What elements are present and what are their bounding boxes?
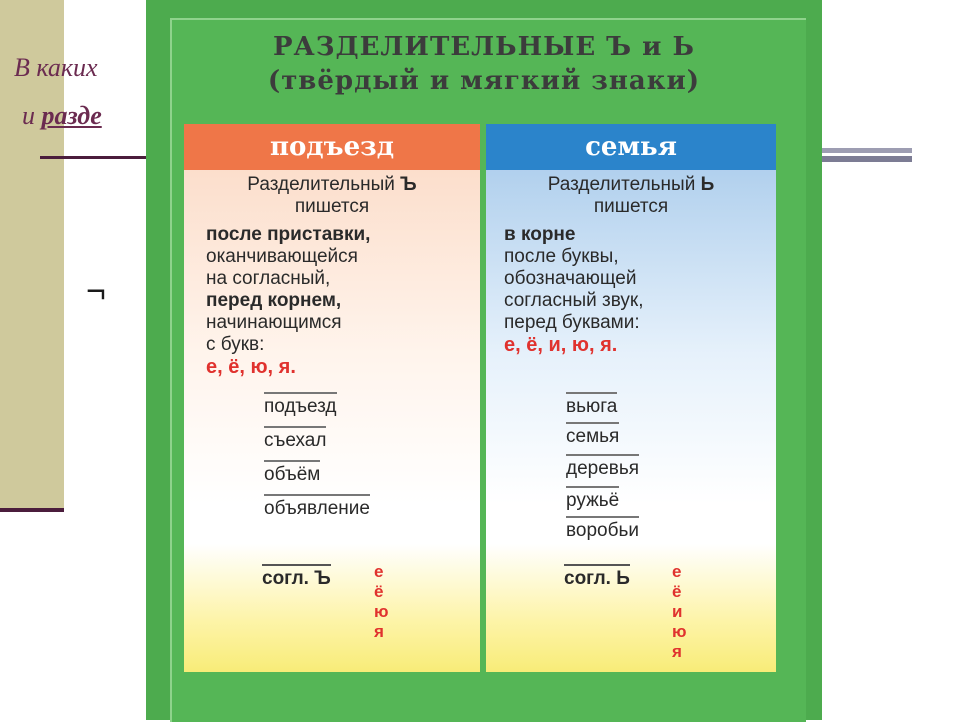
column-header-right: семья — [486, 124, 776, 170]
example-word: ружьё — [566, 486, 619, 512]
vowel: я — [374, 622, 384, 641]
rule-line: в корне — [504, 224, 576, 245]
example-word: вьюга — [566, 392, 617, 418]
rule-line: после буквы, — [504, 246, 619, 267]
slide-title — [14, 50, 102, 130]
footer-right — [486, 544, 776, 672]
example-word: подъезд — [264, 392, 337, 418]
example-word: деревья — [566, 454, 639, 480]
footer-vowels-left — [374, 562, 389, 642]
column-subtitle-right — [486, 174, 776, 218]
rule-line: согласный звук, — [504, 290, 644, 311]
rule-letters-right: е, ё, и, ю, я. — [504, 334, 618, 356]
rule-line: начинающимся — [206, 312, 342, 333]
vowel: ё — [374, 582, 384, 601]
example-word: съехал — [264, 426, 326, 452]
subtitle-letter-right: Ь — [700, 174, 715, 195]
column-hard-sign — [184, 124, 480, 672]
left-decor-underline — [0, 508, 64, 512]
poster-title-line2: (твёрдый и мягкий знаки) — [267, 66, 701, 96]
footer-label-left: согл. Ъ — [262, 564, 331, 590]
rule-line: с букв: — [206, 334, 265, 355]
slide-title-line2-bold: разде — [41, 101, 102, 130]
subtitle-prefix-right: Разделительный — [547, 174, 701, 195]
rule-line: перед буквами: — [504, 312, 640, 333]
title-underline — [40, 156, 150, 159]
column-subtitle-left — [184, 174, 480, 218]
rule-text-left — [206, 224, 370, 378]
vowel: е — [672, 562, 682, 581]
slide-title-line2-prefix: и — [22, 101, 42, 130]
vowel: и — [672, 602, 683, 621]
vowel: ю — [374, 602, 389, 621]
rule-line: оканчивающейся — [206, 246, 358, 267]
vowel: ё — [672, 582, 682, 601]
rule-line: на согласный, — [206, 268, 331, 289]
rule-line: обозначающей — [504, 268, 637, 289]
rule-text-right — [504, 224, 643, 356]
poster-image — [146, 0, 822, 720]
subtitle-prefix-left: Разделительный — [247, 174, 401, 195]
column-header-left: подъезд — [184, 124, 480, 170]
vowel: ю — [672, 622, 687, 641]
subtitle-letter-left: Ъ — [400, 174, 417, 195]
poster-title-line1: РАЗДЕЛИТЕЛЬНЫЕ Ъ и Ь — [273, 32, 695, 62]
rule-line: после приставки, — [206, 224, 371, 245]
column-soft-sign — [486, 124, 776, 672]
rule-letters-left: е, ё, ю, я. — [206, 356, 296, 378]
poster-title — [146, 30, 822, 98]
example-word: семья — [566, 422, 619, 448]
footer-label-right: согл. Ь — [564, 564, 630, 590]
subtitle-line2-left: пишется — [294, 196, 370, 217]
example-word: объявление — [264, 494, 370, 520]
footer-left — [184, 544, 480, 672]
vowel: е — [374, 562, 384, 581]
vowel: я — [672, 642, 682, 661]
example-word: объём — [264, 460, 320, 486]
rule-line: перед корнем, — [206, 290, 342, 311]
right-decor-rule — [822, 148, 912, 162]
example-word: воробьи — [566, 516, 639, 542]
subtitle-line2-right: пишется — [593, 196, 669, 217]
footer-vowels-right — [672, 562, 687, 662]
slide-title-line1: В каких — [14, 53, 98, 82]
bullet-icon: ¬ — [86, 272, 106, 310]
